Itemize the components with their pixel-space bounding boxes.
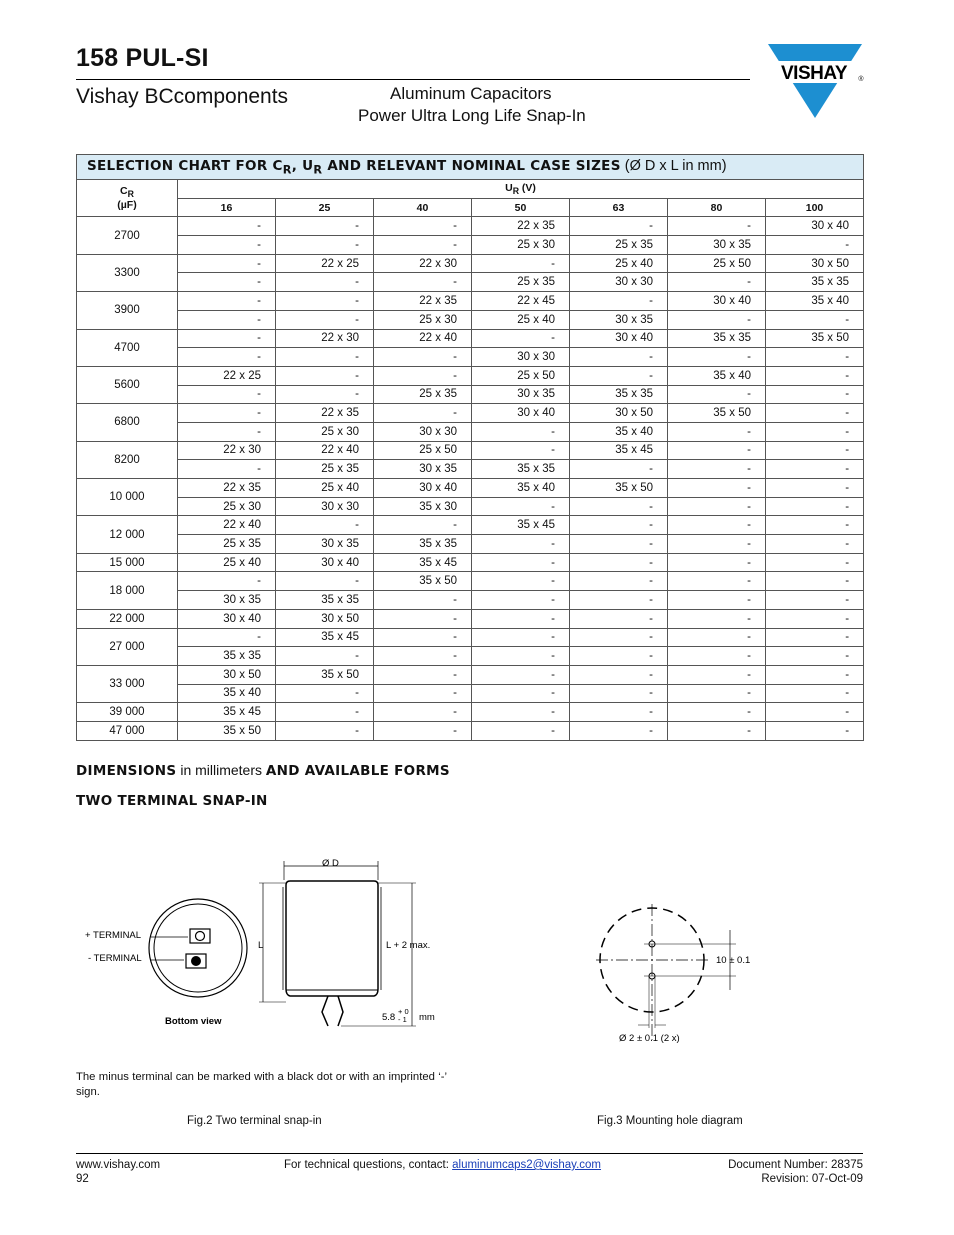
case-size-cell: - xyxy=(570,609,668,628)
case-size-cell: - xyxy=(472,497,570,516)
capacitance-cell: 18 000 xyxy=(77,572,178,609)
case-size-cell: - xyxy=(374,404,472,423)
case-size-cell: - xyxy=(668,665,766,684)
case-size-cell: - xyxy=(374,273,472,292)
case-size-cell: 35 x 40 xyxy=(668,366,766,385)
bottom-view-drawing xyxy=(149,899,247,997)
table-row xyxy=(77,254,864,273)
table-row xyxy=(77,236,864,255)
capacitance-cell: 3300 xyxy=(77,254,178,291)
case-size-cell: 22 x 35 xyxy=(472,217,570,236)
case-size-cell: - xyxy=(472,703,570,722)
bottom-view-label: Bottom view xyxy=(165,1016,222,1027)
case-size-cell: 22 x 40 xyxy=(178,516,276,535)
case-size-cell: - xyxy=(472,441,570,460)
capacitance-cell: 39 000 xyxy=(77,703,178,722)
page-title: 158 PUL-SI xyxy=(76,44,209,72)
case-size-cell: - xyxy=(766,460,864,479)
capacitance-cell: 12 000 xyxy=(77,516,178,553)
case-size-cell: 22 x 30 xyxy=(178,441,276,460)
case-size-cell: - xyxy=(668,647,766,666)
case-size-cell: 30 x 35 xyxy=(374,460,472,479)
case-size-cell: 30 x 30 xyxy=(374,422,472,441)
case-size-cell: - xyxy=(766,572,864,591)
case-size-cell: 30 x 40 xyxy=(766,217,864,236)
capacitance-cell: 47 000 xyxy=(77,721,178,740)
case-size-cell: - xyxy=(276,684,374,703)
case-size-cell: - xyxy=(374,665,472,684)
case-size-cell: - xyxy=(668,497,766,516)
case-size-cell: 35 x 45 xyxy=(178,703,276,722)
case-size-cell: 22 x 25 xyxy=(178,366,276,385)
case-size-cell: - xyxy=(472,721,570,740)
subtitle-line-1: Aluminum Capacitors xyxy=(390,84,552,103)
case-size-cell: 25 x 40 xyxy=(276,479,374,498)
table-row xyxy=(77,479,864,498)
case-size-cell: - xyxy=(570,217,668,236)
case-size-cell: - xyxy=(276,310,374,329)
case-size-cell: - xyxy=(178,292,276,311)
case-size-cell: 25 x 40 xyxy=(570,254,668,273)
case-size-cell: - xyxy=(766,535,864,554)
table-row xyxy=(77,684,864,703)
case-size-cell: 35 x 45 xyxy=(472,516,570,535)
logo-text: VISHAY xyxy=(781,63,847,84)
table-row xyxy=(77,591,864,610)
case-size-cell: - xyxy=(668,460,766,479)
case-size-cell: 35 x 35 xyxy=(668,329,766,348)
case-size-cell: - xyxy=(276,516,374,535)
capacitance-cell: 6800 xyxy=(77,404,178,441)
case-size-cell: - xyxy=(178,310,276,329)
cr-column-header: $C_R$ (µF) xyxy=(77,180,178,217)
diameter-label: Ø D xyxy=(322,858,339,869)
table-row xyxy=(77,460,864,479)
subtitle-line-2: Power Ultra Long Life Snap-In xyxy=(358,106,586,125)
case-size-cell: - xyxy=(472,553,570,572)
case-size-cell: - xyxy=(766,516,864,535)
case-size-cell: - xyxy=(668,479,766,498)
case-size-cell: - xyxy=(178,348,276,367)
case-size-cell: 35 x 35 xyxy=(472,460,570,479)
case-size-cell: 30 x 40 xyxy=(472,404,570,423)
voltage-header: 63 xyxy=(570,198,668,217)
pin-tolerance-minus: - 1 xyxy=(398,1015,407,1024)
case-size-cell: - xyxy=(472,254,570,273)
case-size-cell: 35 x 40 xyxy=(472,479,570,498)
case-size-cell: 25 x 50 xyxy=(668,254,766,273)
case-size-cell: 35 x 45 xyxy=(570,441,668,460)
case-size-cell: 30 x 50 xyxy=(178,665,276,684)
case-size-cell: - xyxy=(374,703,472,722)
table-row xyxy=(77,366,864,385)
case-size-cell: 25 x 50 xyxy=(472,366,570,385)
case-size-cell: - xyxy=(178,385,276,404)
selection-chart-table xyxy=(76,154,864,741)
case-size-cell: - xyxy=(668,609,766,628)
case-size-cell: - xyxy=(766,703,864,722)
table-row xyxy=(77,441,864,460)
dimensions-heading: DIMENSIONS in millimeters AND AVAILABLE FORMS xyxy=(76,762,450,779)
case-size-cell: 35 x 45 xyxy=(276,628,374,647)
case-size-cell: 22 x 30 xyxy=(276,329,374,348)
case-size-cell: - xyxy=(766,647,864,666)
case-size-cell: - xyxy=(374,628,472,647)
case-size-cell: 30 x 50 xyxy=(766,254,864,273)
header-rule xyxy=(76,79,750,80)
case-size-cell: - xyxy=(766,385,864,404)
dimension-drawings xyxy=(76,850,876,1050)
case-size-cell: - xyxy=(570,684,668,703)
capacitance-cell: 27 000 xyxy=(77,628,178,665)
case-size-cell: - xyxy=(766,366,864,385)
case-size-cell: 35 x 50 xyxy=(570,479,668,498)
case-size-cell: 25 x 35 xyxy=(374,385,472,404)
case-size-cell: - xyxy=(472,535,570,554)
vishay-logo xyxy=(766,44,864,118)
capacitance-cell: 5600 xyxy=(77,366,178,403)
case-size-cell: - xyxy=(668,441,766,460)
case-size-cell: - xyxy=(374,236,472,255)
case-size-cell: - xyxy=(766,497,864,516)
case-size-cell: 25 x 35 xyxy=(472,273,570,292)
case-size-cell: - xyxy=(668,721,766,740)
case-size-cell: - xyxy=(570,516,668,535)
case-size-cell: - xyxy=(374,366,472,385)
case-size-cell: - xyxy=(178,217,276,236)
case-size-cell: - xyxy=(668,422,766,441)
table-row xyxy=(77,348,864,367)
case-size-cell: - xyxy=(766,609,864,628)
case-size-cell: 22 x 40 xyxy=(374,329,472,348)
pin-tolerance-plus: + 0 xyxy=(398,1007,409,1016)
terminal-note: The minus terminal can be marked with a black dot or with an imprinted ‘-’ sign. xyxy=(76,1071,447,1098)
table-row xyxy=(77,721,864,740)
case-size-cell: - xyxy=(668,628,766,647)
table-row xyxy=(77,572,864,591)
case-size-cell: - xyxy=(766,422,864,441)
voltage-header: 50 xyxy=(472,198,570,217)
case-size-cell: - xyxy=(472,609,570,628)
hole-diameter-label: Ø 2 ± 0.1 (2 x) xyxy=(619,1033,680,1044)
case-size-cell: - xyxy=(766,684,864,703)
table-row xyxy=(77,273,864,292)
case-size-cell: 25 x 35 xyxy=(570,236,668,255)
case-size-cell: - xyxy=(766,721,864,740)
case-size-cell: - xyxy=(766,591,864,610)
case-size-cell: - xyxy=(374,721,472,740)
footer-revision: Revision: 07-Oct-09 xyxy=(761,1173,863,1185)
case-size-cell: - xyxy=(472,591,570,610)
case-size-cell: 35 x 35 xyxy=(178,647,276,666)
case-size-cell: 30 x 40 xyxy=(276,553,374,572)
case-size-cell: - xyxy=(276,236,374,255)
case-size-cell: - xyxy=(276,273,374,292)
case-size-cell: - xyxy=(472,628,570,647)
table-row xyxy=(77,422,864,441)
case-size-cell: - xyxy=(178,329,276,348)
footer-document-number: Document Number: 28375 xyxy=(728,1159,863,1171)
case-size-cell: - xyxy=(570,553,668,572)
case-size-cell: 35 x 40 xyxy=(178,684,276,703)
case-size-cell: - xyxy=(570,721,668,740)
case-size-cell: 30 x 40 xyxy=(570,329,668,348)
case-size-cell: - xyxy=(668,310,766,329)
case-size-cell: - xyxy=(276,572,374,591)
case-size-cell: - xyxy=(570,591,668,610)
case-size-cell: - xyxy=(374,591,472,610)
case-size-cell: 25 x 30 xyxy=(374,310,472,329)
case-size-cell: 35 x 50 xyxy=(766,329,864,348)
capacitance-cell: 4700 xyxy=(77,329,178,366)
case-size-cell: 35 x 45 xyxy=(374,553,472,572)
case-size-cell: - xyxy=(570,348,668,367)
case-size-cell: - xyxy=(766,628,864,647)
footer-rule xyxy=(76,1153,863,1154)
mounting-hole-drawing xyxy=(596,904,736,1040)
table-row xyxy=(77,628,864,647)
case-size-cell: - xyxy=(276,647,374,666)
case-size-cell: - xyxy=(668,385,766,404)
case-size-cell: 30 x 50 xyxy=(276,609,374,628)
table-row xyxy=(77,497,864,516)
case-size-cell: 30 x 30 xyxy=(472,348,570,367)
case-size-cell: 30 x 40 xyxy=(178,609,276,628)
case-size-cell: - xyxy=(766,553,864,572)
case-size-cell: - xyxy=(178,236,276,255)
case-size-cell: 25 x 35 xyxy=(178,535,276,554)
table-row xyxy=(77,535,864,554)
case-size-cell: - xyxy=(570,665,668,684)
case-size-cell: - xyxy=(570,628,668,647)
case-size-cell: - xyxy=(766,236,864,255)
case-size-cell: 22 x 35 xyxy=(276,404,374,423)
case-size-cell: 22 x 35 xyxy=(374,292,472,311)
case-size-cell: - xyxy=(178,572,276,591)
case-size-cell: - xyxy=(178,460,276,479)
case-size-cell: 30 x 40 xyxy=(374,479,472,498)
case-size-cell: - xyxy=(570,572,668,591)
case-size-cell: - xyxy=(374,647,472,666)
case-size-cell: - xyxy=(668,273,766,292)
table-row xyxy=(77,703,864,722)
case-size-cell: 22 x 45 xyxy=(472,292,570,311)
case-size-cell: - xyxy=(276,366,374,385)
logo-registered-mark: ® xyxy=(858,76,864,83)
capacitance-cell: 15 000 xyxy=(77,553,178,572)
table-row xyxy=(77,665,864,684)
case-size-cell: - xyxy=(570,647,668,666)
case-size-cell: 35 x 40 xyxy=(766,292,864,311)
snap-in-heading: TWO TERMINAL SNAP-IN xyxy=(76,793,268,809)
case-size-cell: 35 x 30 xyxy=(374,497,472,516)
case-size-cell: - xyxy=(178,273,276,292)
case-size-cell: - xyxy=(668,217,766,236)
case-size-cell: - xyxy=(276,348,374,367)
case-size-cell: - xyxy=(276,217,374,236)
case-size-cell: - xyxy=(668,535,766,554)
case-size-cell: - xyxy=(570,366,668,385)
case-size-cell: - xyxy=(178,628,276,647)
case-size-cell: - xyxy=(570,703,668,722)
case-size-cell: - xyxy=(766,404,864,423)
voltage-header: 80 xyxy=(668,198,766,217)
case-size-cell: - xyxy=(374,684,472,703)
case-size-cell: 30 x 35 xyxy=(276,535,374,554)
case-size-cell: - xyxy=(766,441,864,460)
case-size-cell: 22 x 30 xyxy=(374,254,472,273)
case-size-cell: - xyxy=(766,310,864,329)
case-size-cell: 25 x 30 xyxy=(472,236,570,255)
case-size-cell: - xyxy=(472,572,570,591)
capacitance-cell: 10 000 xyxy=(77,479,178,516)
table-row xyxy=(77,553,864,572)
case-size-cell: - xyxy=(472,422,570,441)
voltage-header: 100 xyxy=(766,198,864,217)
case-size-cell: - xyxy=(178,254,276,273)
contact-email-link[interactable]: aluminumcaps2@vishay.com xyxy=(452,1159,602,1171)
case-size-cell: 25 x 30 xyxy=(178,497,276,516)
case-size-cell: 35 x 35 xyxy=(570,385,668,404)
case-size-cell: 30 x 30 xyxy=(276,497,374,516)
footer-contact: For technical questions, contact: aluminumcaps2@vishay.com xyxy=(284,1159,602,1171)
case-size-cell: - xyxy=(570,497,668,516)
case-size-cell: 30 x 30 xyxy=(570,273,668,292)
table-row xyxy=(77,310,864,329)
case-size-cell: 30 x 35 xyxy=(178,591,276,610)
capacitance-cell: 22 000 xyxy=(77,609,178,628)
case-size-cell: - xyxy=(570,535,668,554)
voltage-header: 40 xyxy=(374,198,472,217)
pin-unit-label: mm xyxy=(419,1012,435,1023)
case-size-cell: - xyxy=(668,703,766,722)
case-size-cell: - xyxy=(276,292,374,311)
case-size-cell: 25 x 40 xyxy=(178,553,276,572)
case-size-cell: - xyxy=(374,348,472,367)
fig3-caption: Fig.3 Mounting hole diagram xyxy=(597,1115,743,1127)
fig2-caption: Fig.2 Two terminal snap-in xyxy=(187,1115,322,1127)
capacitance-cell: 8200 xyxy=(77,441,178,478)
case-size-cell: - xyxy=(276,703,374,722)
case-size-cell: 35 x 50 xyxy=(374,572,472,591)
case-size-cell: - xyxy=(766,348,864,367)
case-size-cell: - xyxy=(570,460,668,479)
plus-terminal-label: + TERMINAL xyxy=(85,930,142,941)
table-row xyxy=(77,217,864,236)
case-size-cell: 35 x 50 xyxy=(668,404,766,423)
selection-chart-caption: SELECTION CHART FOR $C_R$, $U_R$ AND RELEVANT NOMINAL CASE SIZES (Ø D x L in mm) xyxy=(77,155,864,180)
case-size-cell: 35 x 35 xyxy=(766,273,864,292)
case-size-cell: - xyxy=(276,721,374,740)
case-size-cell: - xyxy=(668,572,766,591)
case-size-cell: - xyxy=(472,684,570,703)
case-size-cell: - xyxy=(668,591,766,610)
pin-length-label: 5.8 xyxy=(382,1012,396,1023)
case-size-cell: 30 x 40 xyxy=(668,292,766,311)
table-row xyxy=(77,516,864,535)
minus-terminal-label: - TERMINAL xyxy=(88,953,142,964)
case-size-cell: - xyxy=(668,348,766,367)
case-size-cell: 22 x 40 xyxy=(276,441,374,460)
case-size-cell: 25 x 35 xyxy=(276,460,374,479)
table-row xyxy=(77,404,864,423)
table-row xyxy=(77,329,864,348)
capacitance-cell: 33 000 xyxy=(77,665,178,702)
case-size-cell: - xyxy=(472,647,570,666)
table-row xyxy=(77,385,864,404)
case-size-cell: 30 x 50 xyxy=(570,404,668,423)
footer-website: www.vishay.com xyxy=(76,1159,161,1171)
length-max-label: L + 2 max. xyxy=(386,940,431,951)
voltage-header: 25 xyxy=(276,198,374,217)
case-size-cell: 30 x 35 xyxy=(668,236,766,255)
case-size-cell: 22 x 25 xyxy=(276,254,374,273)
case-size-cell: - xyxy=(374,516,472,535)
capacitance-cell: 3900 xyxy=(77,292,178,329)
capacitance-cell: 2700 xyxy=(77,217,178,254)
case-size-cell: 35 x 35 xyxy=(276,591,374,610)
case-size-cell: - xyxy=(668,516,766,535)
case-size-cell: 30 x 35 xyxy=(472,385,570,404)
case-size-cell: 35 x 40 xyxy=(570,422,668,441)
case-size-cell: - xyxy=(178,404,276,423)
company-name: Vishay BCcomponents xyxy=(76,85,289,108)
case-size-cell: - xyxy=(276,385,374,404)
case-size-cell: - xyxy=(178,422,276,441)
table-row xyxy=(77,647,864,666)
case-size-cell: 25 x 40 xyxy=(472,310,570,329)
case-size-cell: - xyxy=(472,665,570,684)
voltage-header: 16 xyxy=(178,198,276,217)
footer-page-number: 92 xyxy=(76,1173,89,1185)
ur-column-header: $U_R$ (V) xyxy=(178,180,864,199)
length-label: L xyxy=(258,940,264,951)
case-size-cell: - xyxy=(472,329,570,348)
table-row xyxy=(77,292,864,311)
case-size-cell: 35 x 50 xyxy=(178,721,276,740)
case-size-cell: - xyxy=(668,553,766,572)
case-size-cell: 25 x 30 xyxy=(276,422,374,441)
case-size-cell: 25 x 50 xyxy=(374,441,472,460)
case-size-cell: 22 x 35 xyxy=(178,479,276,498)
case-size-cell: - xyxy=(374,217,472,236)
hole-spacing-label: 10 ± 0.1 xyxy=(716,955,751,966)
case-size-cell: 35 x 50 xyxy=(276,665,374,684)
case-size-cell: - xyxy=(570,292,668,311)
case-size-cell: 35 x 35 xyxy=(374,535,472,554)
table-row xyxy=(77,609,864,628)
case-size-cell: - xyxy=(374,609,472,628)
case-size-cell: - xyxy=(766,479,864,498)
case-size-cell: 30 x 35 xyxy=(570,310,668,329)
case-size-cell: - xyxy=(766,665,864,684)
case-size-cell: - xyxy=(668,684,766,703)
